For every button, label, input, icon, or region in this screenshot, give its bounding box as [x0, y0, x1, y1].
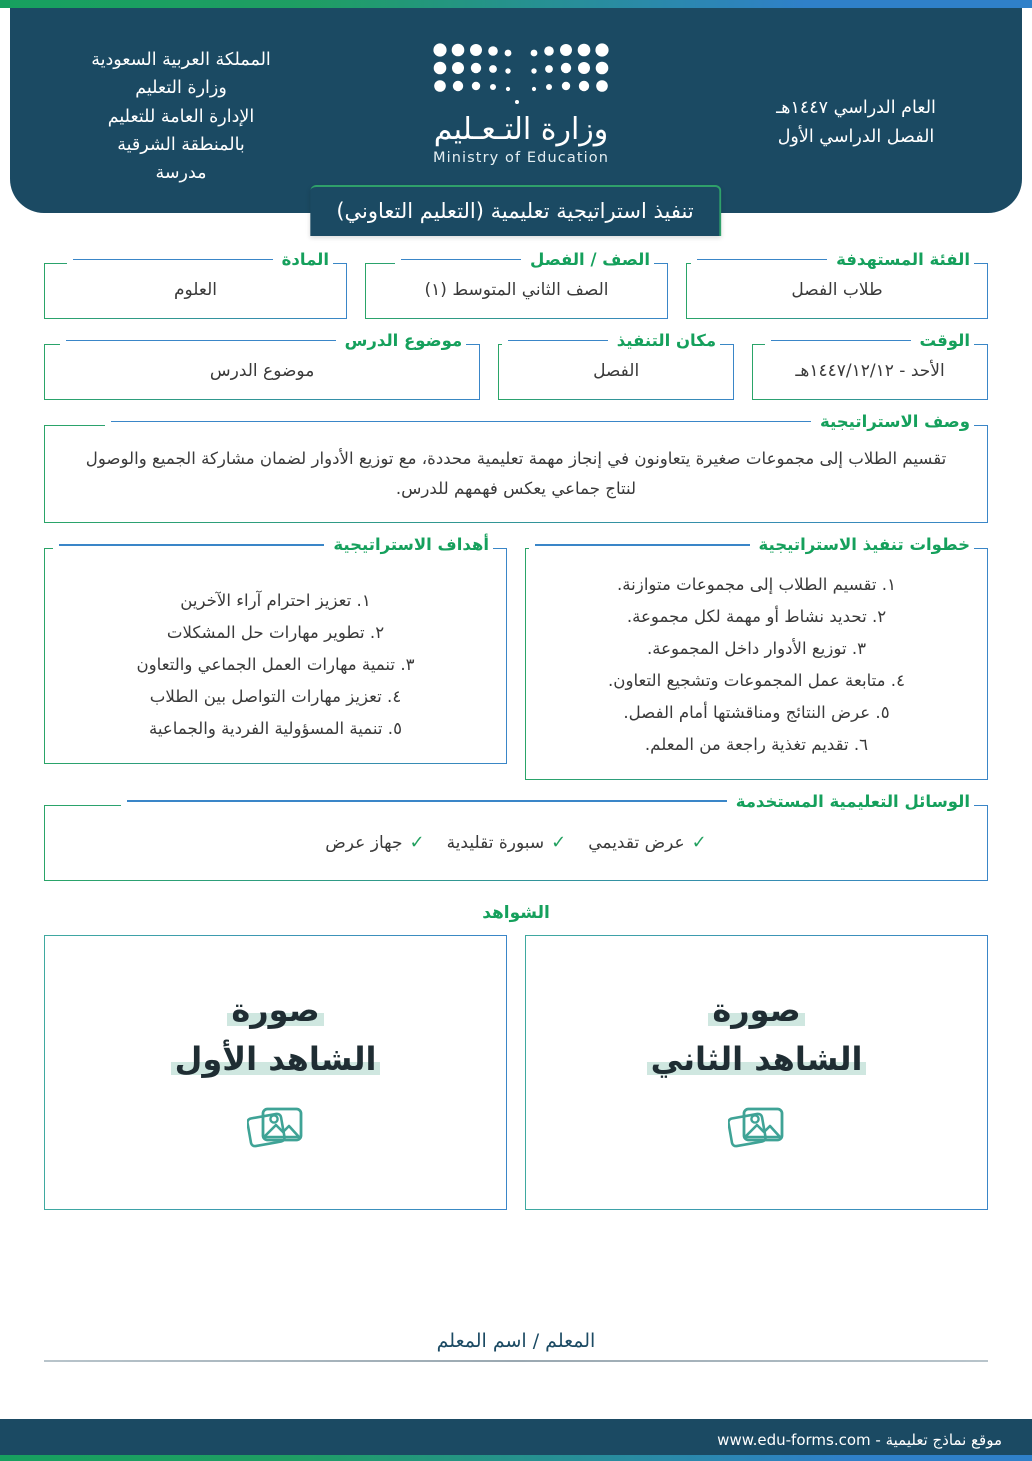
- top-accent-strip: [0, 0, 1032, 8]
- field-label: المادة: [281, 250, 329, 269]
- label-rule: [127, 800, 727, 802]
- evidence-heading: الشواهد: [482, 902, 550, 923]
- description-text: تقسيم الطلاب إلى مجموعات صغيرة يتعاونون في إنجاز مهمة تعليمية محددة، مع توزيع الأدوار لضمان مشاركة الجميع والوصول لنتاج جماعي يعكس فهمهم للدرس.: [85, 449, 947, 499]
- label-rule: [697, 259, 827, 261]
- evidence-line-1: صورة: [227, 991, 323, 1029]
- field-label: خطوات تنفيذ الاستراتيجية: [758, 535, 970, 555]
- form-row-1: [44, 250, 988, 319]
- field-label: الوسائل التعليمية المستخدمة: [735, 791, 970, 811]
- description-box[interactable]: [44, 425, 988, 523]
- signature-area: [44, 1330, 988, 1362]
- image-placeholder-icon: [728, 1102, 786, 1158]
- field-label: وصف الاستراتيجية: [820, 412, 970, 431]
- ministry-line: بالمنطقة الشرقية: [117, 135, 245, 156]
- ministry-line: مدرسة: [155, 163, 207, 184]
- field-box[interactable]: [498, 344, 734, 400]
- label-rule: [73, 259, 273, 261]
- field-strategy-steps: [525, 535, 988, 779]
- label-rule: [771, 340, 911, 342]
- label-rule: [401, 259, 521, 261]
- footer-text: موقع نماذج تعليمية - www.edu-forms.com: [717, 1431, 1002, 1449]
- field-box[interactable]: [44, 344, 480, 400]
- lists-row: [44, 535, 988, 779]
- label-rule: [508, 340, 608, 342]
- aids-box[interactable]: [44, 805, 988, 881]
- list-item: ١. تقسيم الطلاب إلى مجموعات متوازنة.: [617, 575, 896, 595]
- evidence-photo-slot-1[interactable]: [44, 935, 507, 1210]
- list-item: ٤. متابعة عمل المجموعات وتشجيع التعاون.: [607, 670, 905, 690]
- footer-accent-strip: [0, 1455, 1032, 1461]
- list-item: ٣. توزيع الأدوار داخل المجموعة.: [646, 639, 867, 659]
- steps-list: [544, 563, 969, 764]
- document-header: [10, 8, 1022, 213]
- list-item: ٢. تطوير مهارات حل المشكلات: [166, 623, 385, 643]
- check-icon: ✓: [409, 831, 425, 853]
- label-rule: [535, 544, 750, 546]
- aids-list: [325, 833, 707, 853]
- field-box[interactable]: [365, 263, 668, 319]
- field-value: طلاب الفصل: [791, 280, 883, 301]
- field-label: موضوع الدرس: [344, 331, 463, 350]
- steps-box[interactable]: [525, 548, 988, 779]
- list-item: ٥. تنمية المسؤولية الفردية والجماعية: [149, 718, 402, 738]
- field-lesson-topic: [44, 331, 480, 400]
- ministry-logo-block: [406, 38, 636, 166]
- evidence-line-2: الشاهد الأول: [171, 1040, 381, 1078]
- field-time: [752, 331, 988, 400]
- academic-year-line: العام الدراسي ١٤٤٧هـ: [776, 98, 936, 118]
- evidence-placeholder-text: [647, 986, 867, 1083]
- field-value: الأحد - ١٤٤٧/١٢/١٢هـ: [795, 361, 945, 382]
- field-teaching-aids: [44, 792, 988, 881]
- form-content: [44, 250, 988, 1210]
- aid-label: سبورة تقليدية: [446, 832, 545, 853]
- form-row-2: [44, 331, 988, 400]
- field-place: [498, 331, 734, 400]
- field-target-group: [686, 250, 988, 319]
- page-title-banner: تنفيذ استراتيجية تعليمية (التعليم التعاوني): [310, 185, 721, 236]
- field-label-wrap: [53, 535, 493, 554]
- aid-item[interactable]: [325, 833, 424, 853]
- field-strategy-description: [44, 412, 988, 523]
- ministry-line: وزارة التعليم: [135, 78, 227, 99]
- aid-label: جهاز عرض: [325, 832, 403, 853]
- list-item: ٢. تحديد نشاط أو مهمة لكل مجموعة.: [626, 607, 887, 627]
- field-label-wrap: [502, 331, 720, 350]
- moe-logo-icon: [431, 42, 611, 108]
- ministry-line: المملكة العربية السعودية: [91, 50, 271, 70]
- label-rule: [66, 340, 336, 342]
- field-value: الفصل: [593, 361, 640, 382]
- label-rule: [111, 421, 811, 423]
- list-item: ٣. تنمية مهارات العمل الجماعي والتعاون: [136, 655, 415, 675]
- academic-term-line: الفصل الدراسي الأول: [777, 127, 935, 148]
- ministry-info-block: [46, 38, 316, 188]
- field-label-wrap: [765, 331, 974, 350]
- check-icon: ✓: [691, 831, 707, 853]
- field-strategy-objectives: [44, 535, 507, 779]
- logo-arabic-wordmark: وزارة التـعـليم: [433, 112, 609, 147]
- field-class: [365, 250, 668, 319]
- field-box[interactable]: [752, 344, 988, 400]
- field-label-wrap: [105, 412, 974, 431]
- field-label: الفئة المستهدفة: [836, 250, 970, 269]
- aid-item[interactable]: [447, 833, 567, 853]
- objectives-box[interactable]: [44, 548, 507, 763]
- logo-english-wordmark: Ministry of Education: [432, 150, 610, 166]
- objectives-list: [63, 563, 488, 748]
- field-box[interactable]: [686, 263, 988, 319]
- list-item: ١. تعزيز احترام آراء الآخرين: [180, 591, 371, 611]
- field-label: الوقت: [919, 331, 970, 350]
- signature-label: المعلم / اسم المعلم: [436, 1330, 596, 1352]
- image-placeholder-icon: [247, 1102, 305, 1158]
- evidence-placeholder-text: [171, 986, 381, 1083]
- field-value: العلوم: [173, 280, 218, 301]
- field-label-wrap: [60, 331, 467, 350]
- aid-label: عرض تقديمي: [588, 832, 685, 853]
- field-subject: [44, 250, 347, 319]
- evidence-photo-slot-2[interactable]: [525, 935, 988, 1210]
- list-item: ٥. عرض النتائج ومناقشتها أمام الفصل.: [623, 702, 890, 722]
- field-label-wrap: [529, 535, 975, 554]
- signature-line: [44, 1360, 988, 1362]
- field-label: الصف / الفصل: [530, 250, 650, 269]
- evidence-line-2: الشاهد الثاني: [647, 1040, 867, 1078]
- field-value: موضوع الدرس: [209, 361, 315, 382]
- field-value: الصف الثاني المتوسط (١): [424, 280, 609, 301]
- evidence-row: [44, 935, 988, 1210]
- check-icon: ✓: [551, 831, 567, 853]
- field-label: مكان التنفيذ: [616, 331, 717, 350]
- field-label: أهداف الاستراتيجية: [333, 535, 489, 555]
- field-label-wrap: [395, 250, 654, 269]
- list-item: ٤. تعزيز مهارات التواصل بين الطلاب: [149, 686, 402, 706]
- label-rule: [59, 544, 324, 546]
- field-label-wrap: [67, 250, 333, 269]
- list-item: ٦. تقديم تغذية راجعة من المعلم.: [644, 734, 869, 754]
- academic-year-block: [726, 38, 986, 153]
- aid-item[interactable]: [588, 833, 707, 853]
- field-box[interactable]: [44, 263, 347, 319]
- evidence-line-1: صورة: [708, 991, 804, 1029]
- field-label-wrap: [121, 792, 974, 811]
- ministry-line: الإدارة العامة للتعليم: [107, 106, 255, 127]
- field-label-wrap: [691, 250, 974, 269]
